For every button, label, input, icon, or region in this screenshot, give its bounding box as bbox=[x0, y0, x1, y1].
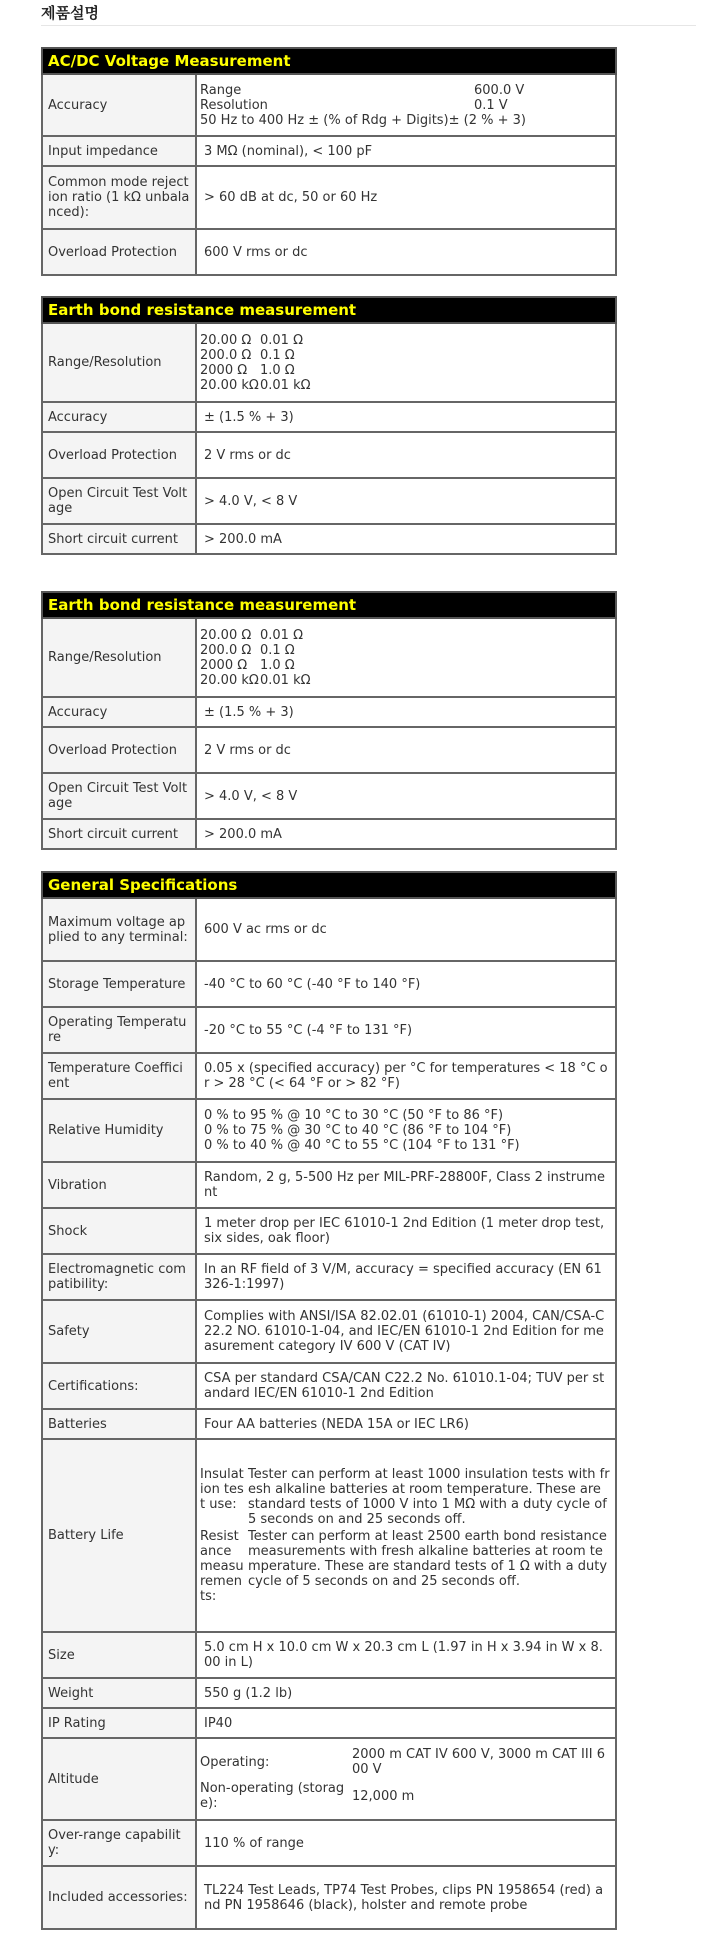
resolution-value: 0.1 Ω bbox=[260, 347, 295, 363]
row-value: > 4.0 V, < 8 V bbox=[196, 773, 616, 819]
altitude-nonoperating-value: 12,000 m bbox=[352, 1788, 415, 1804]
heading-divider bbox=[41, 25, 696, 26]
range-value: 600.0 V bbox=[474, 82, 525, 98]
earth-bond-table-1 bbox=[41, 296, 617, 555]
range-resolution-cell bbox=[196, 323, 616, 402]
row-label: Overload Protection bbox=[42, 432, 196, 478]
range-value: 20.00 kΩ bbox=[200, 672, 259, 688]
row-value: 2 V rms or dc bbox=[196, 432, 616, 478]
page-heading: 제품설명 bbox=[41, 4, 99, 22]
row-label: Relative Humidity bbox=[42, 1099, 196, 1162]
row-label: Size bbox=[42, 1632, 196, 1678]
row-label: Operating Temperature bbox=[42, 1007, 196, 1053]
row-value: 110 % of range bbox=[196, 1820, 616, 1866]
resolution-value: 0.01 kΩ bbox=[260, 672, 311, 688]
earth-bond-table-2 bbox=[41, 591, 617, 850]
resolution-value: 1.0 Ω bbox=[260, 362, 295, 378]
row-label: Included accessories: bbox=[42, 1866, 196, 1929]
row-label: Short circuit current bbox=[42, 524, 196, 554]
resolution-value: 0.01 Ω bbox=[260, 627, 304, 643]
table-title: AC/DC Voltage Measurement bbox=[42, 48, 616, 74]
row-value: Complies with ANSI/ISA 82.02.01 (61010-1) 2004, CAN/CSA-C22.2 NO. 61010-1-04, and IEC/EN 61010-1 2nd Edition for measurement category IV 600 V (CAT IV) bbox=[196, 1300, 616, 1363]
row-label: Accuracy bbox=[42, 402, 196, 432]
row-value: 550 g (1.2 lb) bbox=[196, 1678, 616, 1708]
row-label: Batteries bbox=[42, 1409, 196, 1439]
row-value: Random, 2 g, 5-500 Hz per MIL-PRF-28800F, Class 2 instrument bbox=[196, 1162, 616, 1208]
row-label: Electromagnetic compatibility: bbox=[42, 1254, 196, 1300]
resolution-value: 0.1 Ω bbox=[260, 642, 295, 658]
row-value: > 200.0 mA bbox=[196, 819, 616, 849]
row-label: Short circuit current bbox=[42, 819, 196, 849]
resistance-measurements-label: Resistance measurements: bbox=[200, 1529, 244, 1604]
row-label: Weight bbox=[42, 1678, 196, 1708]
row-label: Input impedance bbox=[42, 136, 196, 166]
range-value: 20.00 Ω bbox=[200, 332, 252, 348]
row-label: Altitude bbox=[42, 1738, 196, 1820]
table-title: Earth bond resistance measurement bbox=[42, 297, 616, 323]
row-value: In an RF field of 3 V/M, accuracy = specified accuracy (EN 61326-1:1997) bbox=[196, 1254, 616, 1300]
row-label: Temperature Coefficient bbox=[42, 1053, 196, 1099]
altitude-operating-value: 2000 m CAT IV 600 V, 3000 m CAT III 600 V bbox=[352, 1747, 605, 1777]
humidity-line: 0 % to 75 % @ 30 °C to 40 °C (86 °F to 104 °F) bbox=[204, 1123, 512, 1138]
row-label: Overload Protection bbox=[42, 727, 196, 773]
row-value: 5.0 cm H x 10.0 cm W x 20.3 cm L (1.97 in H x 3.94 in W x 8.00 in L) bbox=[196, 1632, 616, 1678]
row-label: Overload Protection bbox=[42, 229, 196, 275]
row-value: > 60 dB at dc, 50 or 60 Hz bbox=[196, 166, 616, 229]
altitude-cell bbox=[196, 1738, 616, 1820]
frequency-accuracy: 50 Hz to 400 Hz ± (% of Rdg + Digits)± (2 % + 3) bbox=[200, 112, 526, 128]
row-label: Certifications: bbox=[42, 1363, 196, 1409]
range-value: 200.0 Ω bbox=[200, 642, 252, 658]
row-value: CSA per standard CSA/CAN C22.2 No. 61010.1-04; TUV per standard IEC/EN 61010-1 2nd Edition bbox=[196, 1363, 616, 1409]
row-value: 600 V ac rms or dc bbox=[196, 898, 616, 961]
general-specifications-table bbox=[41, 871, 617, 1930]
row-label: Range/Resolution bbox=[42, 618, 196, 697]
row-label: Accuracy bbox=[42, 74, 196, 136]
row-value: TL224 Test Leads, TP74 Test Probes, clips PN 1958654 (red) and PN 1958646 (black), holster and remote probe bbox=[196, 1866, 616, 1929]
resistance-measurements-value: Tester can perform at least 2500 earth bond resistance measurements with fresh alkaline batteries at room temperature. These are standard tests of 1 Ω with a duty cycle of 5 seconds on and 25 seconds off. bbox=[248, 1529, 608, 1589]
row-value: > 4.0 V, < 8 V bbox=[196, 478, 616, 524]
range-value: 200.0 Ω bbox=[200, 347, 252, 363]
resolution-value: 0.1 V bbox=[474, 97, 508, 113]
range-value: 20.00 kΩ bbox=[200, 377, 259, 393]
range-value: 2000 Ω bbox=[200, 657, 248, 673]
row-value: 3 MΩ (nominal), < 100 pF bbox=[196, 136, 616, 166]
row-label: Range/Resolution bbox=[42, 323, 196, 402]
row-value: 1 meter drop per IEC 61010-1 2nd Edition (1 meter drop test, six sides, oak floor) bbox=[196, 1208, 616, 1254]
range-value: 2000 Ω bbox=[200, 362, 248, 378]
insulation-use-label: Insulation test use: bbox=[200, 1467, 244, 1512]
row-label: Safety bbox=[42, 1300, 196, 1363]
ac-dc-voltage-table bbox=[41, 47, 617, 276]
table-title: Earth bond resistance measurement bbox=[42, 592, 616, 618]
row-label: Maximum voltage applied to any terminal: bbox=[42, 898, 196, 961]
humidity-line: 0 % to 95 % @ 10 °C to 30 °C (50 °F to 86 °F) bbox=[204, 1108, 504, 1123]
row-value: ± (1.5 % + 3) bbox=[196, 402, 616, 432]
row-value: 2 V rms or dc bbox=[196, 727, 616, 773]
resolution-value: 1.0 Ω bbox=[260, 657, 295, 673]
range-value: 20.00 Ω bbox=[200, 627, 252, 643]
resolution-value: 0.01 kΩ bbox=[260, 377, 311, 393]
humidity-line: 0 % to 40 % @ 40 °C to 55 °C (104 °F to 131 °F) bbox=[204, 1138, 520, 1153]
humidity-cell bbox=[196, 1099, 616, 1162]
insulation-use-value: Tester can perform at least 1000 insulation tests with fresh alkaline batteries at room temperature. These are standard tests of 1000 V into 1 MΩ with a duty cycle of 5 seconds on and 25 seconds off. bbox=[248, 1467, 610, 1527]
row-value: 600 V rms or dc bbox=[196, 229, 616, 275]
row-label: Battery Life bbox=[42, 1439, 196, 1632]
resolution-value: 0.01 Ω bbox=[260, 332, 304, 348]
row-value: 0.05 x (specified accuracy) per °C for temperatures < 18 °C or > 28 °C (< 64 °F or > 82 °F) bbox=[196, 1053, 616, 1099]
accuracy-cell bbox=[196, 74, 616, 136]
row-value: Four AA batteries (NEDA 15A or IEC LR6) bbox=[196, 1409, 616, 1439]
altitude-operating-label: Operating: bbox=[200, 1754, 270, 1770]
range-label: Range bbox=[200, 82, 242, 98]
altitude-nonoperating-label: Non-operating (storage): bbox=[200, 1781, 345, 1811]
row-value: -40 °C to 60 °C (-40 °F to 140 °F) bbox=[196, 961, 616, 1007]
row-value: > 200.0 mA bbox=[196, 524, 616, 554]
row-label: Storage Temperature bbox=[42, 961, 196, 1007]
row-value: -20 °C to 55 °C (-4 °F to 131 °F) bbox=[196, 1007, 616, 1053]
row-label: Shock bbox=[42, 1208, 196, 1254]
row-label: Vibration bbox=[42, 1162, 196, 1208]
row-label: Over-range capability: bbox=[42, 1820, 196, 1866]
row-label: Accuracy bbox=[42, 697, 196, 727]
table-title: General Specifications bbox=[42, 872, 616, 898]
row-label: Common mode rejection ratio (1 kΩ unbalanced): bbox=[42, 166, 196, 229]
row-label: Open Circuit Test Voltage bbox=[42, 478, 196, 524]
row-value: ± (1.5 % + 3) bbox=[196, 697, 616, 727]
battery-life-cell bbox=[196, 1439, 616, 1632]
resolution-label: Resolution bbox=[200, 97, 268, 113]
row-label: Open Circuit Test Voltage bbox=[42, 773, 196, 819]
row-label: IP Rating bbox=[42, 1708, 196, 1738]
row-value: IP40 bbox=[196, 1708, 616, 1738]
range-resolution-cell bbox=[196, 618, 616, 697]
